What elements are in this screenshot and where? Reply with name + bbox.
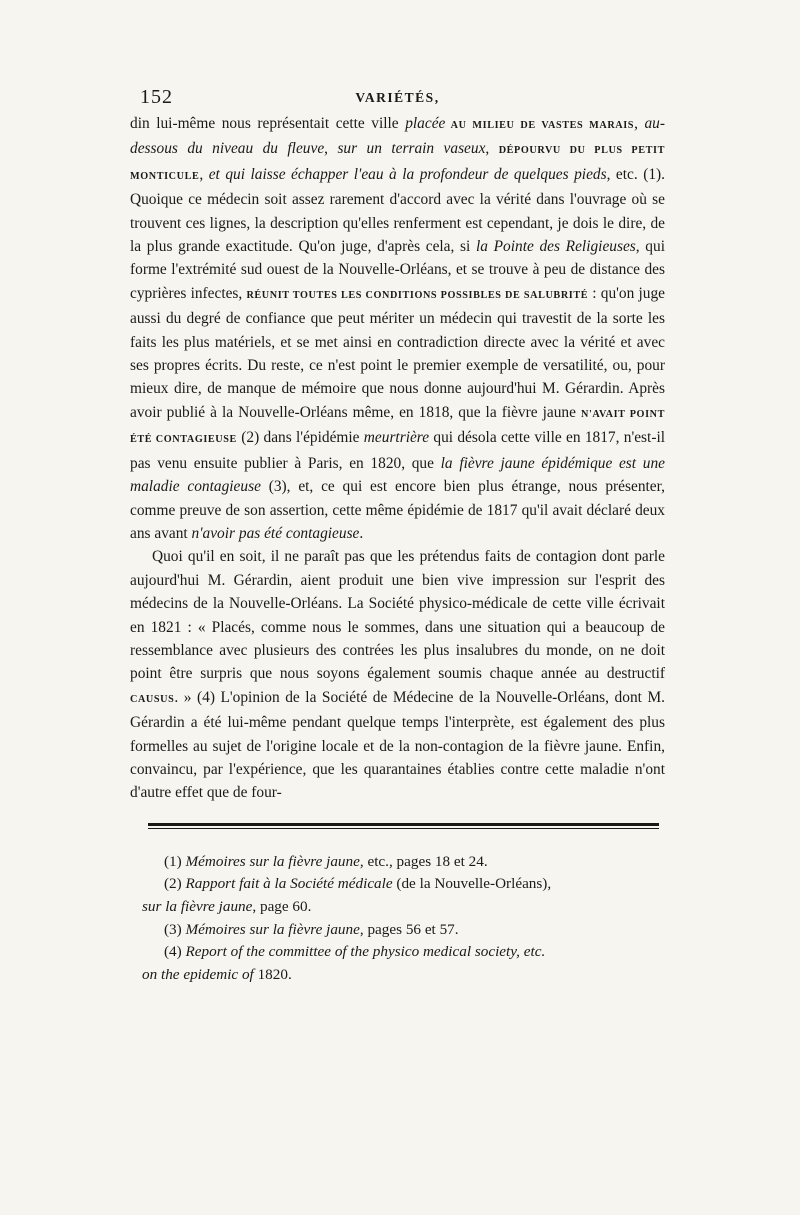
text-run: , [324, 140, 338, 158]
italic-run: placée [405, 115, 446, 132]
section-title: VARIÉTÉS, [355, 90, 440, 105]
italic-run: au-dessous du niveau du fleuve [130, 115, 665, 158]
small-caps-run: AU MILIEU DE VASTES MARAIS [445, 120, 635, 131]
text-run: , page 60. [252, 897, 312, 915]
footnote-4 [130, 941, 665, 986]
book-page [130, 78, 665, 986]
small-caps-run: RÉUNIT TOUTES LES CONDITIONS POSSIBLES DE SALUBRITÉ [246, 289, 589, 301]
small-caps-run: N'AVAIT POINT ÉTÉ CONTAGIEUSE [130, 408, 665, 446]
text-run: (2) dans l'épidémie [236, 429, 364, 447]
text-run: , [199, 165, 209, 183]
italic-run: Report of the committee of the physico medical society, etc. [185, 943, 546, 961]
italic-run: meurtrière [363, 429, 430, 447]
text-run: , [485, 140, 499, 158]
footnote-2 [130, 873, 665, 918]
italic-run: Rapport fait à la Société médicale [185, 875, 393, 893]
footnote-3 [130, 919, 665, 942]
running-head [130, 78, 665, 112]
footnote-number: (2) [164, 875, 182, 893]
small-caps-run: CAUSUS [130, 693, 175, 705]
paragraph-1 [130, 112, 665, 545]
text-run: Quoi qu'il en soit, il ne paraît pas que les prétendus faits de contagion dont parle aujourd'hui M. Gérardin, aient produit une bien vive impression sur l'esprit des médecins de la Nouvelle-Orléans. La Société physico-médicale de cette ville écrivait en 1821 : « Placés, comme nous le sommes, dans une situation qui a beaucoup de ressemblance avec plusieurs des contrées les plus insalubres du monde, on ne doit point être surpris que nous soyons également soumis chaque année au destructif [130, 548, 665, 683]
footnote-continuation [142, 896, 665, 919]
text-run: , [634, 115, 645, 132]
text-run: qui désola cette ville en 1817, n'est-il pas venu ensuite publier à Paris, en 1820, que [130, 429, 666, 472]
italic-run: Mémoires sur la fièvre jaune [185, 920, 360, 938]
body-text [130, 112, 665, 805]
text-run: . » (4) L'opinion de la Société de Médecine de la Nouvelle-Orléans, dont M. Gérardin a été lui-même pendant quelque temps l'interprète, est également des plus formelles au sujet de l'origine locale et de la non-contagion de la fièvre jaune. Enfin, convaincu, par l'expérience, que les quarantaines établies contre cette maladie n'ont d'autre effet que de four- [130, 688, 665, 802]
footnote-number: (4) [164, 943, 182, 961]
italic-run: on the epidemic of [142, 965, 254, 983]
text-run: . [359, 524, 364, 542]
footnote-rule-thin [148, 828, 659, 829]
text-run: , pages 56 et 57. [359, 920, 459, 938]
footnote-1 [130, 851, 665, 874]
footnote-number: (3) [164, 920, 182, 938]
small-caps-run: DÉPOURVU DU PLUS PETIT MONTICULE [130, 145, 665, 182]
italic-run: et qui laisse échapper l'eau à la profondeur de quelques pieds [208, 165, 607, 183]
italic-run: Mémoires sur la fièvre jaune [185, 852, 360, 870]
text-run: 1820. [253, 965, 292, 983]
footnotes [130, 851, 665, 987]
text-run: (de la Nouvelle-Orléans), [392, 875, 552, 893]
text-run: , etc., pages 18 et 24. [359, 852, 488, 870]
page-number: 152 [140, 86, 173, 108]
text-run: din lui-même nous représentait cette ville [130, 115, 406, 132]
paragraph-2 [130, 545, 665, 804]
italic-run: la fièvre jaune épidémique est une maladie contagieuse [130, 454, 665, 496]
italic-run: sur un terrain vaseux [337, 140, 486, 158]
text-run: , etc. (1). Quoique ce médecin soit assez rarement d'accord avec la vérité dans l'ouvrage où se trouvent ces lignes, la description qu'elles renferment est cependant, je dois le dire, de la plus grande exactitude. Qu'on juge, d'après cela, si [130, 165, 666, 256]
text-run: : qu'on juge aussi du degré de confiance que peut mériter un médecin qui travestit de la sorte les faits les plus matériels, et se met ainsi en contradiction directe avec la vérité et avec ses propres écrits. Du reste, ce n'est point le premier exemple de versatilité, ou, pour mieux dire, de manque de mémoire que nous donne aujourd'hui M. Gérardin. Après avoir publié à la Nouvelle-Orléans même, en 1818, que la fièvre jaune [130, 284, 665, 421]
text-run: (3), et, ce qui est encore bien plus étrange, nous présenter, comme preuve de son assertion, cette même épidémie de 1817 qu'il avait déclaré deux ans avant [130, 478, 665, 542]
italic-run: la Pointe des Religieuses [475, 238, 636, 256]
footnote-continuation [142, 964, 665, 987]
footnote-rule [148, 823, 659, 826]
italic-run: n'avoir pas été contagieuse [191, 524, 360, 542]
text-run: , qui forme l'extrémité sud ouest de la Nouvelle-Orléans, et se trouve à peu de distance des cyprières infectes, [130, 238, 665, 302]
italic-run: sur la fièvre jaune [142, 897, 253, 915]
footnote-number: (1) [164, 852, 182, 870]
